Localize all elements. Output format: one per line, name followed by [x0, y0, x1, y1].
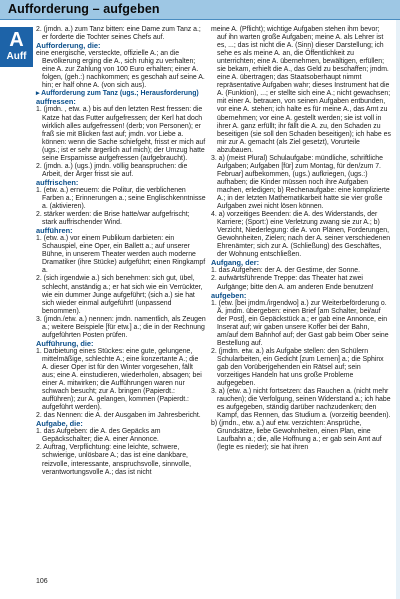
phrase-line: ▸ Aufforderung zum Tanz (ugs.; Herausforderung): [36, 90, 199, 98]
headword: Aufführung, die:: [36, 338, 94, 348]
entry-paragraph: 1. (jmdn. , etw. a.) bis auf den letzten Rest fressen: die Katze hat das Futter aufgefressen; der Kerl hat doch wirklich alles aufgefressen! (derb; von Personen); er fraß sie mit Blicken fast auf; jmdn. vor Liebe a. können: wenn die Sache schiefgeht, frisst er mich auf (ugs.; ist er sehr ärgerlich auf mich); der Umzug hatte seine Ersparnisse aufgefressen (aufgebraucht).: [36, 106, 206, 162]
headword: Aufgabe, die:: [36, 419, 83, 429]
headword: Aufforderung, die:: [36, 41, 101, 51]
left-column: [36, 26, 206, 477]
entry-paragraph: 1. Darbietung eines Stückes: eine gute, gelungene, mittelmäßige, schlechte A.; eine konzertante A.; die A. dieser Oper ist für den Winter vorgesehen, fällt aus; eine A. einstudieren, wiederholen, absagen; bei einer A. mitwirken; die Aufführungen waren nur schwach besucht; zur A. bringen (Papierdt.: aufführen); zur A. gelangen, kommen (Papierdt.: aufgeführt werden).: [36, 347, 202, 412]
entry-paragraph: 3. a) (meist Plural) Schulaufgabe: mündliche, schriftliche Aufgaben; Aufgaben [für] zum Montag, für den/zum 7. Februar] aufbekommen, (ugs.) aufkriegen, (ugs.:) aufhaben; die Kinder müssen noch ihre Aufgaben machen, erledigen; b) Rechenaufgabe: eine komplizierte A.; in der letzten Mathematikarbeit hatte sie vier große Aufgaben zwei nicht lösen können.: [211, 154, 390, 211]
tab-word: Auff: [6, 51, 27, 62]
entry-paragraph: 4. a) vorzeitiges Beenden: die A. des Widerstands, der Karriere; (Sport:) eine Verletzung zwang sie zur A.; b) Verzicht, Niederlegung: die A. von Plänen, Forderungen, Gewohnheiten, Zielen; nach der A. seiner verschiedenen Ehrenämter; sich zur A. (Schließung) des Geschäftes, der Wohnung entschließen.: [211, 211, 391, 259]
entry-paragraph: 2. aufwärtsführende Treppe: das Theater hat zwei Aufgänge; bitte den A. am anderen Ende benutzen!: [211, 275, 374, 291]
entry-paragraph: 1. (etw. a.) vor einem Publikum darbieten: ein Schauspiel, eine Oper, ein Ballett a.; auf unserer Bühne, in unserem Theater werden auch moderne Dramatiker (ihre Stücke) aufgeführt; einen Ringkampf a.: [36, 235, 206, 275]
page-header: [0, 0, 400, 20]
headword: auffressen:: [36, 97, 76, 107]
entry-paragraph: b) (jmdn., etw. a.) auf etw. verzichten: Ansprüche, Grundsätze, liebe Gewohnheiten, einen Plan, eine Laufbahn a.; die, alle Hoffnung a.; er gab sein Amt auf (legte es nieder); sie hat ihren: [211, 420, 382, 452]
entry-paragraph: 3. a) (etw. a.) nicht fortsetzen: das Rauchen a. (nicht mehr rauchen); die Verfolgung, seinen Widerstand a.; ich habe es aufgegeben, ständig darüber nachzudenken; den Kampf, das Rennen, das Studium a. (vorzeitig beenden).: [211, 388, 391, 420]
entry-paragraph: 2. (jmdm. etw. a.) als Aufgabe stellen: den Schülern Schularbeiten, ein Gedicht [zum Lernen] a.; die Sphinx gab den Vorüberjgehenden ein Rätsel auf; sein vorzeitiges Handeln hat uns große Probleme aufgegeben.: [211, 347, 384, 388]
entry-paragraph: 1. (etw. [bei jmdm./irgendwo] a.) zur Weiterbeförderung o. Ä. jmdm. übergeben: einen Brief [am Schalter, bei/auf der Post], ein Gepäckstück a.; er gab eine Annonce, ein Inserat auf; wir gaben unsere Koffer bei der Bahn, am/auf dem Bahnhof auf; der Gast gab beim Ober seine Bestellung auf.: [211, 299, 389, 347]
headword: auffrischen:: [36, 177, 79, 187]
headword: Aufgang, der:: [211, 258, 260, 268]
entry-paragraph: meine A. (Pflicht); wichtige Aufgaben stehen ihm bevor; auf ihn warten große Aufgaben; meine A. als Lehrer ist es, ...; das ist nicht die A. (Sinn) dieser Darstellung; ich sehe es als meine A. an, die Öffentlichkeit zu unterrichten; eine A. übernehmen, bewältigen, erfüllen; sie bekam, erhielt die A., das Geld zu beschaffen; jmdm. eine A. übertragen; das Staatsoberhaupt nimmt repräsentative Aufgaben wahr; dieses Instrument hat die A. (Funktion), ...; er stellte sich eine A.; nicht gewachsen; mit einer A. betrauen, von seinen Aufgaben entbunden, vor eine A. stehen; ich halte es für meine A., das Amt zu übernehmen; vor eine A. gestellt werden; sie ist voll in ihrer A. ganz erfüllt; ihr fällt die A. zu, den Schaden zu beseitigen (sie soll den Schaden beseitigen); ich habe es mir zur A. gemacht (als Ziel gesetzt), Vorurteile abzubauen.: [211, 26, 391, 154]
headword: aufführen:: [36, 226, 73, 236]
entry-paragraph: 2. (sich irgendwie a.) sich benehmen: sich gut, übel, schlecht, anständig a.; er hat sich wie ein Verrückter, wie ein dummer Junge aufgeführt; (sich a.) sie hat sich wieder einmal aufgeführt! (unpassend benommen).: [36, 275, 203, 315]
entry-paragraph: eine energische, versteckte, offizielle A.; an die Bevölkerung erging die A., sich ruhig zu verhalten; eine A. zur Zahlung von 100 Euro erhalten; einer A. folgen, (geh.:) nachkommen; es geschah auf seine A. hin; er half ohne A. (von sich aus).: [36, 50, 205, 90]
entry-paragraph: 1. (etw. a.) erneuern: die Politur, die verblichenen Farben a.; Erinnerungen a.; seine Englischkenntnisse a. (aktivieren).: [36, 186, 206, 211]
entry-paragraph: 2. Auftrag, Verpflichtung: eine leichte, schwere, schwierige, unlösbare A.; das ist eine dankbare, reizvolle, interessante, anspruchsvolle, sinnvolle, verantwortungsvolle A.; das ist nicht: [36, 444, 191, 476]
headword: aufgeben:: [211, 290, 247, 300]
entry-paragraph: 2. stärker werden: die Brise hatte/war aufgefrischt; stark auffrischender Wind.: [36, 211, 190, 227]
entry-paragraph: 1. das Aufgeben: die A. des Gepäcks am Gepäckschalter; die A. einer Annonce.: [36, 428, 161, 444]
entry-paragraph: 3. (jmdn./etw. a.) nennen: jmdn. namentlich, als Zeugen a.; weitere Beispiele [für etw.] a.; die in der Rechnung aufgeführten Posten prüfen.: [36, 315, 206, 339]
page-number: 106: [36, 578, 48, 585]
edge-stripe: [396, 20, 400, 599]
page-title: Aufforderung – aufgeben: [8, 2, 160, 16]
entry-paragraph: 2. (jmdn. a.) (ugs.) jmdn. völlig beanspruchen: die Arbeit, der Ärger frisst sie auf.: [36, 162, 188, 178]
entry-paragraph: 1. das Aufgehen: der A. der Gestirne, der Sonne.: [211, 267, 361, 275]
entry-paragraph: 2. (jmdn. a.) zum Tanz bitten: eine Dame zum Tanz a.; er forderte die Tochter seines Chefs auf.: [36, 26, 201, 42]
tab-letter: A: [9, 29, 24, 51]
right-column: [211, 26, 391, 452]
thumb-index-tab: [0, 27, 33, 67]
entry-paragraph: 2. das Nennen: die A. der Ausgaben im Jahresbericht.: [36, 412, 201, 420]
